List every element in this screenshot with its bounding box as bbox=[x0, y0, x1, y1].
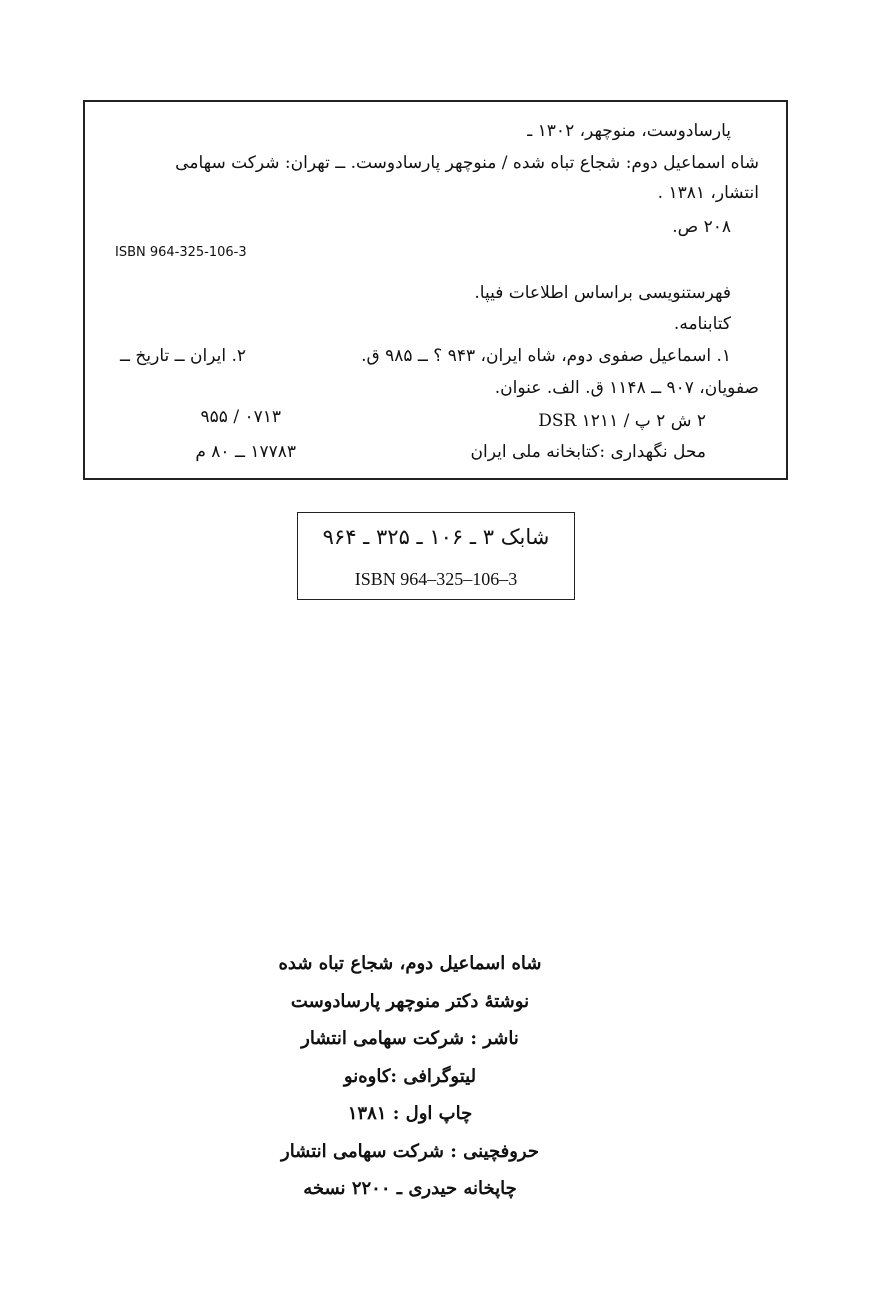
cip-library: محل نگهداری :کتابخانه ملی ایران bbox=[470, 442, 706, 462]
cip-subject-continuation: صفویان، ۹۰۷ ــ ۱۱۴۸ ق. الف. عنوان. bbox=[494, 378, 759, 398]
isbn-persian: شابک ۳ ـ ۱۰۶ ـ ۳۲۵ ـ ۹۶۴ bbox=[322, 525, 550, 549]
cip-dewey: ۹۵۵ / ۰۷۱۳ bbox=[200, 407, 281, 427]
colophon-title: شاه اسماعیل دوم، شجاع تباه شده bbox=[278, 953, 542, 974]
colophon-lithography: لیتوگرافی :کاوه‌نو bbox=[343, 1065, 477, 1087]
isbn-box bbox=[297, 512, 575, 600]
cip-isbn: ISBN 964-325-106-3 bbox=[115, 245, 247, 260]
cip-subject-1: ۱. اسماعیل صفوی دوم، شاه ایران، ۹۴۳ ؟ ــ ۹۸۵ ق. bbox=[361, 346, 731, 366]
colophon-printing: چاپخانه حیدری ـ ۲۲۰۰ نسخه bbox=[303, 1178, 517, 1199]
cip-fipa-note: فهرستنویسی براساس اطلاعات فیپا. bbox=[474, 283, 731, 303]
cip-library-number: ۱۷۷۸۳ ــ ۸۰ م bbox=[195, 442, 296, 462]
cip-subject-2: ۲. ایران ــ تاریخ ــ bbox=[120, 346, 246, 366]
colophon bbox=[230, 945, 590, 1208]
colophon-edition: چاپ اول : ۱۳۸۱ bbox=[347, 1103, 473, 1124]
cip-pages: ۲۰۸ ص. bbox=[672, 217, 731, 237]
cip-author-line: پارسادوست، منوچهر، ۱۳۰۲ ـ bbox=[527, 121, 731, 141]
colophon-publisher: ناشر : شرکت سهامی انتشار bbox=[301, 1028, 519, 1049]
cip-lc-class: ۲ ش ۲ پ / ۱۲۱۱ DSR bbox=[538, 411, 706, 431]
isbn-latin: ISBN 964–325–106–3 bbox=[354, 569, 518, 589]
cip-title-line-2: انتشار، ۱۳۸۱ . bbox=[657, 183, 759, 203]
colophon-author: نوشتۀ دکتر منوچهر پارسادوست bbox=[290, 990, 530, 1012]
cip-bibliography: کتابنامه. bbox=[673, 314, 731, 334]
cip-title-line-1: شاه اسماعیل دوم: شجاع تباه شده / منوچهر پارسادوست. ــ تهران: شرکت سهامی bbox=[175, 153, 759, 173]
cataloging-in-publication-box bbox=[83, 100, 788, 480]
colophon-typesetting: حروفچینی : شرکت سهامی انتشار bbox=[281, 1140, 539, 1162]
